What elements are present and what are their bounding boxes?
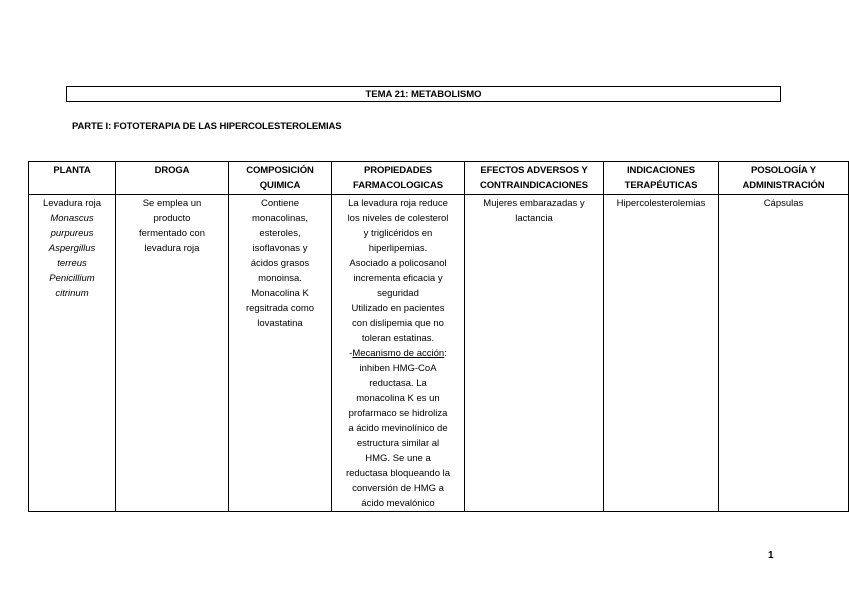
cell-droga: Se emplea un producto fermentado con levadura roja	[116, 195, 229, 512]
table-container	[28, 161, 825, 509]
header-propiedades: PROPIEDADES FARMACOLOGICAS	[332, 162, 465, 195]
table-row	[29, 195, 849, 512]
header-planta: PLANTA	[29, 162, 116, 195]
cell-planta: Levadura roja Monascus purpureus Aspergillus terreus Penicillium citrinum	[29, 195, 116, 512]
mechanism-heading: Mecanismo de acción	[352, 348, 445, 359]
phytotherapy-table	[28, 161, 849, 512]
header-droga: DROGA	[116, 162, 229, 195]
header-posologia: POSOLOGÍA Y ADMINISTRACIÓN	[719, 162, 849, 195]
page-number: 1	[768, 550, 774, 561]
cell-composicion: Contiene monacolinas, esteroles, isoflavonas y ácidos grasos monoinsa. Monacolina K regsitrada como lovastatina	[229, 195, 332, 512]
cell-propiedades: La levadura roja reduce los niveles de colesterol y triglicéridos en hiperlipemias. Asociado a policosanol incrementa eficacia y seguridad Utilizado en pacientes con dislipemia que no toleran estatinas. -Mecanismo de acción: inhiben HMG-CoA reductasa. La monacolina K es un profarmaco se hidroliza a ácido mevinolínico de estructura similar al HMG. Se une a reductasa bloqueando la conversión de HMG a ácido mevalónico	[332, 195, 465, 512]
cell-efectos: Mujeres embarazadas y lactancia	[465, 195, 604, 512]
header-composicion: COMPOSICIÓN QUIMICA	[229, 162, 332, 195]
table-header-row	[29, 162, 849, 195]
mechanism-line: -Mecanismo de acción:	[349, 348, 447, 359]
header-indicaciones: INDICACIONES TERAPÉUTICAS	[604, 162, 719, 195]
cell-posologia: Cápsulas	[719, 195, 849, 512]
cell-indicaciones: Hipercolesterolemias	[604, 195, 719, 512]
section-subtitle: PARTE I: FOTOTERAPIA DE LAS HIPERCOLESTEROLEMIAS	[72, 121, 342, 132]
header-efectos: EFECTOS ADVERSOS Y CONTRAINDICACIONES	[465, 162, 604, 195]
document-title: TEMA 21: METABOLISMO	[66, 86, 781, 102]
